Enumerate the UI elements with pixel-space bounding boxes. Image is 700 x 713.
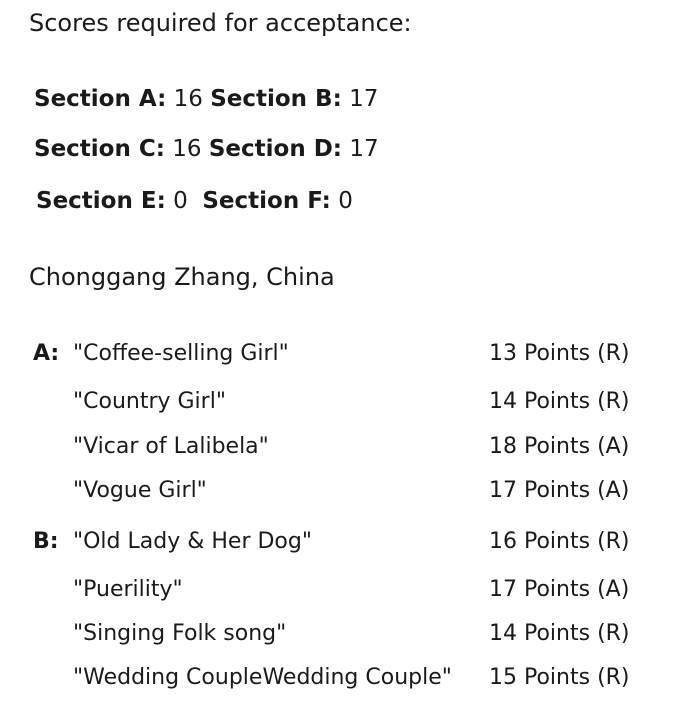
section-f-score: 0	[338, 188, 353, 214]
entry-points: 16 Points (R)	[489, 529, 630, 554]
entry-points: 13 Points (R)	[489, 341, 630, 366]
entry-title: "Vicar of Lalibela"	[73, 434, 269, 459]
entry-title: "Country Girl"	[73, 389, 226, 414]
section-e-score: 0	[173, 188, 188, 214]
section-d-label: Section D:	[208, 136, 342, 162]
entry-title: "Vogue Girl"	[73, 478, 207, 503]
section-a-label: Section A:	[34, 86, 167, 112]
entry-title: "Singing Folk song"	[73, 621, 287, 646]
entry-section: B:	[33, 529, 59, 554]
entry-row	[0, 431, 700, 463]
requirements-row-3	[36, 186, 353, 216]
entry-points: 17 Points (A)	[489, 478, 630, 503]
entry-row	[0, 475, 700, 507]
section-a-score: 16	[173, 86, 203, 112]
entry-row	[0, 574, 700, 606]
entry-points: 18 Points (A)	[489, 434, 630, 459]
entry-title: "Coffee-selling Girl"	[73, 341, 289, 366]
section-c-score: 16	[172, 136, 202, 162]
requirements-row-2	[34, 134, 379, 164]
section-f-label: Section F:	[202, 188, 331, 214]
section-b-score: 17	[349, 86, 379, 112]
section-e-label: Section E:	[36, 188, 166, 214]
entry-points: 17 Points (A)	[489, 577, 630, 602]
entry-points: 15 Points (R)	[489, 665, 630, 690]
section-d-score: 17	[349, 136, 379, 162]
entry-title: "Old Lady & Her Dog"	[73, 529, 312, 554]
entrant-name: Chonggang Zhang, China	[29, 263, 335, 291]
requirements-row-1	[34, 84, 378, 114]
entry-points: 14 Points (R)	[489, 389, 630, 414]
entry-section: A:	[33, 341, 60, 366]
entry-row	[0, 386, 700, 418]
section-c-label: Section C:	[34, 136, 165, 162]
page-heading: Scores required for acceptance:	[29, 9, 412, 37]
entry-title: "Puerility"	[73, 577, 183, 602]
entry-row	[0, 338, 700, 370]
entry-row	[0, 526, 700, 558]
entry-row	[0, 662, 700, 694]
entry-title: "Wedding CoupleWedding Couple"	[73, 665, 452, 690]
entry-row	[0, 618, 700, 650]
section-b-label: Section B:	[210, 86, 342, 112]
entry-points: 14 Points (R)	[489, 621, 630, 646]
